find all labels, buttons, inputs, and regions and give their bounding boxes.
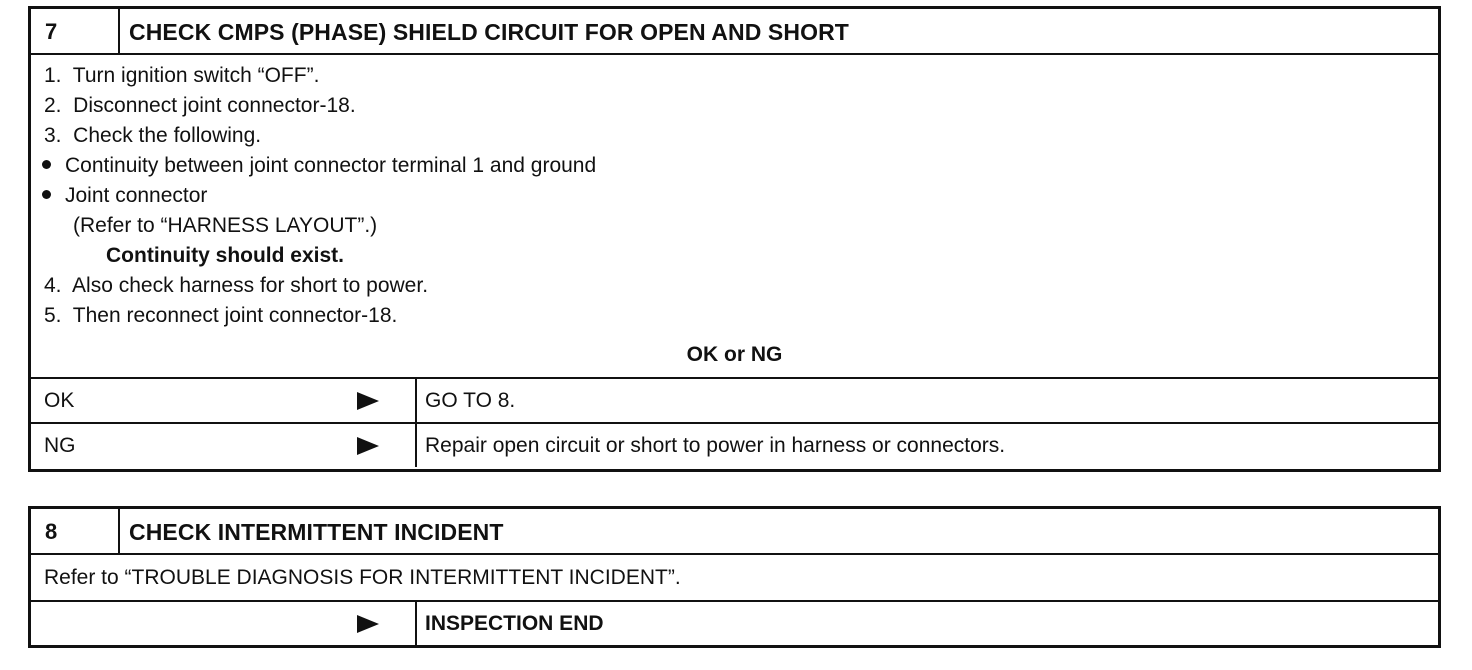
step-7-box: [28, 6, 1441, 472]
bullet-icon: [42, 190, 51, 199]
arrow-right-icon: [357, 437, 379, 455]
bullet-text: Continuity between joint connector terminal 1 and ground: [65, 154, 597, 177]
bullet-icon: [42, 160, 51, 169]
instruction-line: 1. Turn ignition switch “OFF”.: [44, 64, 320, 87]
instruction-line: 2. Disconnect joint connector-18.: [44, 94, 356, 117]
result-label: OK: [44, 389, 75, 412]
divider: [415, 424, 417, 467]
arrow-right-icon: [357, 615, 379, 633]
expected-result: Continuity should exist.: [106, 244, 345, 267]
divider: [415, 602, 417, 645]
result-row-ng: [31, 422, 1438, 467]
result-label: NG: [44, 434, 76, 457]
result-action: GO TO 8.: [425, 389, 516, 412]
divider: [415, 379, 417, 422]
step-7-header: [31, 9, 1438, 55]
result-action: INSPECTION END: [425, 612, 604, 635]
bullet-item: [31, 151, 1438, 181]
refer-note: (Refer to “HARNESS LAYOUT”.): [73, 214, 378, 237]
step-7-number: 7: [31, 9, 120, 53]
step-8-box: [28, 506, 1441, 648]
arrow-right-icon: [357, 392, 379, 410]
step-7-title: CHECK CMPS (PHASE) SHIELD CIRCUIT FOR OPEN AND SHORT: [129, 19, 849, 45]
ok-or-ng-label: OK or NG: [686, 343, 783, 366]
instruction-line: 4. Also check harness for short to power.: [44, 274, 429, 297]
step-7-body: [31, 55, 1438, 377]
step-8-header: [31, 509, 1438, 555]
result-row-ok: [31, 377, 1438, 422]
instruction-line: 3. Check the following.: [44, 124, 262, 147]
bullet-text: Joint connector: [65, 184, 208, 207]
step-8-title: CHECK INTERMITTENT INCIDENT: [129, 519, 504, 545]
result-action: Repair open circuit or short to power in harness or connectors.: [425, 434, 1006, 457]
refer-note: Refer to “TROUBLE DIAGNOSIS FOR INTERMITTENT INCIDENT”.: [44, 566, 681, 589]
result-row-end: [31, 600, 1438, 645]
bullet-item: [31, 181, 1438, 211]
step-8-number: 8: [31, 509, 120, 553]
instruction-line: 5. Then reconnect joint connector-18.: [44, 304, 398, 327]
